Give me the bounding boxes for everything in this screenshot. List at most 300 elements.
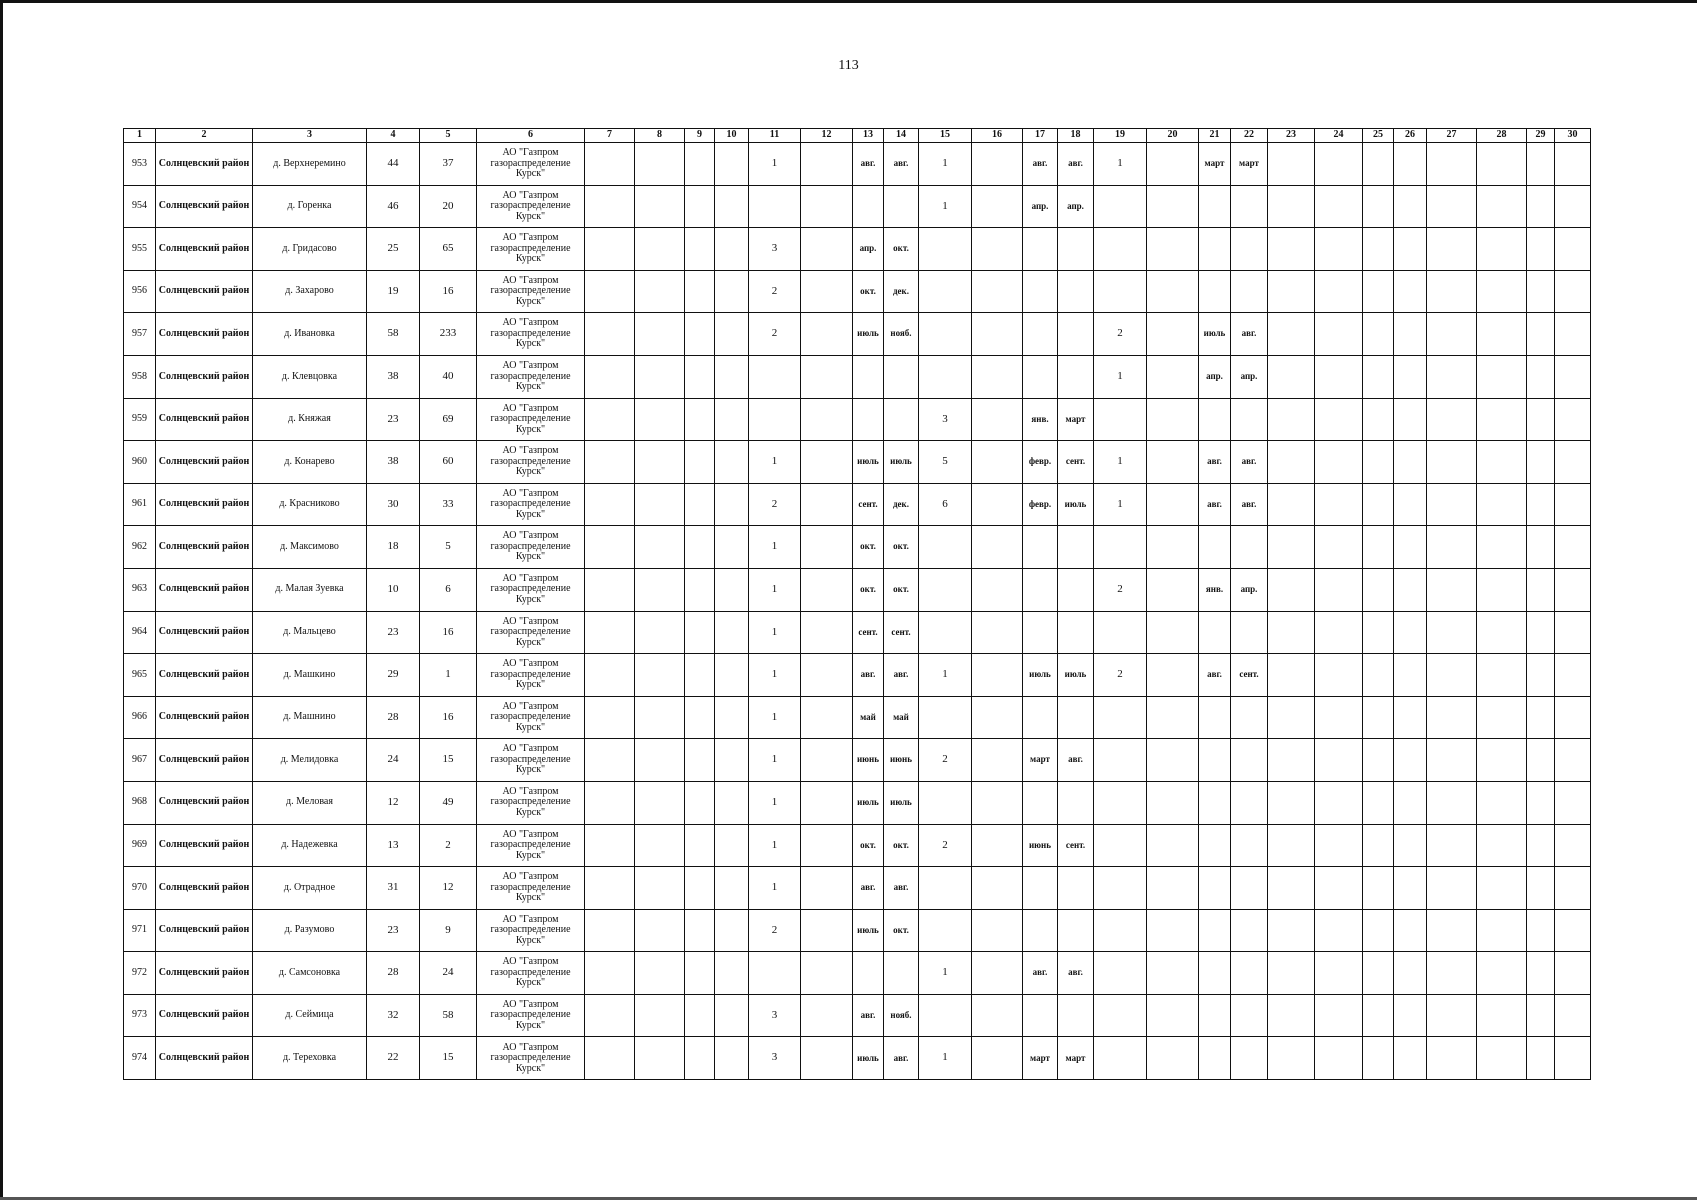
value-cell: 3	[919, 398, 972, 441]
value-cell	[1147, 143, 1199, 186]
value-cell	[715, 185, 749, 228]
value-cell	[635, 270, 685, 313]
organization-name: АО "Газпром газораспределение Курск"	[477, 1037, 585, 1080]
column-number: 1	[124, 129, 156, 143]
value-cell	[1147, 270, 1199, 313]
settlement-name: д. Верхнеремино	[253, 143, 367, 186]
value-col-5: 60	[420, 441, 477, 484]
value-cell	[1427, 143, 1477, 186]
column-number: 21	[1199, 129, 1231, 143]
value-cell	[1427, 441, 1477, 484]
value-cell	[635, 526, 685, 569]
value-cell	[1394, 398, 1427, 441]
value-cell	[635, 313, 685, 356]
value-cell	[1094, 611, 1147, 654]
value-cell	[1477, 867, 1527, 910]
value-cell: 1	[749, 568, 801, 611]
month-cell: авг.	[1199, 483, 1231, 526]
district-name: Солнцевский район	[156, 483, 253, 526]
organization-name: АО "Газпром газораспределение Курск"	[477, 270, 585, 313]
organization-name: АО "Газпром газораспределение Курск"	[477, 994, 585, 1037]
value-cell	[585, 143, 635, 186]
month-cell: авг.	[1231, 441, 1268, 484]
settlement-name: д. Конарево	[253, 441, 367, 484]
month-cell	[1058, 909, 1094, 952]
row-number: 963	[124, 568, 156, 611]
value-cell	[1147, 909, 1199, 952]
month-cell: июль	[1058, 654, 1094, 697]
value-cell	[749, 185, 801, 228]
value-cell	[919, 270, 972, 313]
month-cell	[853, 355, 884, 398]
month-cell: дек.	[884, 270, 919, 313]
value-cell: 2	[919, 824, 972, 867]
value-col-5: 20	[420, 185, 477, 228]
value-cell	[635, 909, 685, 952]
table-row	[124, 909, 1591, 952]
value-cell	[801, 568, 853, 611]
value-cell	[1394, 696, 1427, 739]
month-cell: нояб.	[884, 994, 919, 1037]
value-cell	[972, 1037, 1023, 1080]
table-row	[124, 398, 1591, 441]
value-col-5: 16	[420, 611, 477, 654]
value-cell	[1394, 994, 1427, 1037]
value-cell	[1527, 143, 1555, 186]
value-col-4: 28	[367, 952, 420, 995]
value-cell	[972, 952, 1023, 995]
month-cell	[1231, 824, 1268, 867]
value-cell	[1555, 696, 1591, 739]
month-cell	[1231, 952, 1268, 995]
value-cell	[635, 824, 685, 867]
value-cell	[1363, 270, 1394, 313]
value-cell	[1427, 1037, 1477, 1080]
value-cell	[801, 228, 853, 271]
value-cell	[1527, 355, 1555, 398]
column-number: 28	[1477, 129, 1527, 143]
value-cell	[1268, 270, 1315, 313]
value-cell	[715, 483, 749, 526]
month-cell: янв.	[1023, 398, 1058, 441]
value-cell	[972, 739, 1023, 782]
district-name: Солнцевский район	[156, 611, 253, 654]
month-cell	[1231, 696, 1268, 739]
value-cell	[1094, 824, 1147, 867]
value-cell	[1394, 441, 1427, 484]
table-row	[124, 313, 1591, 356]
row-number: 968	[124, 781, 156, 824]
district-name: Солнцевский район	[156, 185, 253, 228]
value-cell	[1555, 1037, 1591, 1080]
value-cell	[1315, 355, 1363, 398]
value-cell	[715, 824, 749, 867]
value-cell	[1315, 270, 1363, 313]
value-cell	[1527, 952, 1555, 995]
value-cell	[1427, 228, 1477, 271]
table-row	[124, 654, 1591, 697]
month-cell	[1199, 994, 1231, 1037]
value-cell	[919, 611, 972, 654]
value-cell	[1427, 483, 1477, 526]
value-cell	[635, 1037, 685, 1080]
month-cell: июль	[853, 781, 884, 824]
value-cell	[1527, 270, 1555, 313]
value-cell	[1527, 824, 1555, 867]
settlement-name: д. Гридасово	[253, 228, 367, 271]
month-cell	[1231, 1037, 1268, 1080]
organization-name: АО "Газпром газораспределение Курск"	[477, 313, 585, 356]
month-cell: авг.	[1231, 313, 1268, 356]
value-cell	[685, 867, 715, 910]
settlement-name: д. Мелидовка	[253, 739, 367, 782]
organization-name: АО "Газпром газораспределение Курск"	[477, 611, 585, 654]
value-cell	[1477, 313, 1527, 356]
value-cell	[1315, 185, 1363, 228]
value-cell: 1	[919, 185, 972, 228]
value-col-5: 6	[420, 568, 477, 611]
value-cell: 2	[1094, 568, 1147, 611]
value-cell	[919, 228, 972, 271]
value-cell	[715, 270, 749, 313]
value-cell	[1555, 568, 1591, 611]
settlement-name: д. Отрадное	[253, 867, 367, 910]
value-cell	[972, 654, 1023, 697]
value-cell	[585, 313, 635, 356]
month-cell	[1199, 781, 1231, 824]
value-col-5: 9	[420, 909, 477, 952]
organization-name: АО "Газпром газораспределение Курск"	[477, 228, 585, 271]
value-cell	[1555, 270, 1591, 313]
row-number: 962	[124, 526, 156, 569]
value-cell: 3	[749, 1037, 801, 1080]
month-cell: июль	[884, 441, 919, 484]
value-cell	[635, 611, 685, 654]
table-row	[124, 185, 1591, 228]
month-cell: сент.	[1058, 441, 1094, 484]
value-cell	[1555, 994, 1591, 1037]
table-row	[124, 355, 1591, 398]
settlement-name: д. Красниково	[253, 483, 367, 526]
value-cell	[972, 483, 1023, 526]
value-col-4: 38	[367, 441, 420, 484]
month-cell	[1023, 568, 1058, 611]
column-number: 12	[801, 129, 853, 143]
value-cell	[1094, 867, 1147, 910]
month-cell	[1199, 867, 1231, 910]
value-cell	[1394, 143, 1427, 186]
row-number: 969	[124, 824, 156, 867]
value-cell	[1427, 526, 1477, 569]
value-cell	[1363, 568, 1394, 611]
value-cell	[1268, 355, 1315, 398]
value-cell	[1527, 568, 1555, 611]
month-cell: апр.	[1231, 568, 1268, 611]
value-cell	[972, 568, 1023, 611]
value-cell	[585, 568, 635, 611]
value-cell	[635, 143, 685, 186]
month-cell	[1023, 270, 1058, 313]
table-row	[124, 526, 1591, 569]
month-cell: февр.	[1023, 441, 1058, 484]
settlement-name: д. Клевцовка	[253, 355, 367, 398]
month-cell: авг.	[884, 867, 919, 910]
settlement-name: д. Горенка	[253, 185, 367, 228]
month-cell	[1023, 909, 1058, 952]
month-cell	[1231, 270, 1268, 313]
month-cell: апр.	[1231, 355, 1268, 398]
value-cell	[685, 952, 715, 995]
month-cell	[1058, 994, 1094, 1037]
table-row	[124, 696, 1591, 739]
value-cell	[1315, 952, 1363, 995]
value-cell	[635, 568, 685, 611]
value-cell	[1268, 568, 1315, 611]
value-cell	[1363, 654, 1394, 697]
value-cell	[1268, 228, 1315, 271]
table-row	[124, 228, 1591, 271]
schedule-table	[123, 128, 1591, 1080]
value-cell	[1268, 909, 1315, 952]
value-cell	[1477, 952, 1527, 995]
value-cell	[1394, 568, 1427, 611]
value-cell: 2	[1094, 313, 1147, 356]
row-number: 953	[124, 143, 156, 186]
value-cell	[1147, 441, 1199, 484]
value-cell	[1427, 270, 1477, 313]
row-number: 957	[124, 313, 156, 356]
value-cell	[972, 994, 1023, 1037]
value-cell	[1427, 867, 1477, 910]
month-cell	[1023, 228, 1058, 271]
value-cell	[1555, 441, 1591, 484]
column-number: 16	[972, 129, 1023, 143]
value-cell	[1555, 355, 1591, 398]
organization-name: АО "Газпром газораспределение Курск"	[477, 355, 585, 398]
value-col-5: 37	[420, 143, 477, 186]
month-cell: июль	[853, 1037, 884, 1080]
month-cell	[1231, 909, 1268, 952]
month-cell	[1199, 398, 1231, 441]
value-cell	[1555, 952, 1591, 995]
row-number: 974	[124, 1037, 156, 1080]
month-cell	[1058, 568, 1094, 611]
value-cell: 1	[749, 654, 801, 697]
value-cell	[585, 654, 635, 697]
value-cell: 2	[749, 483, 801, 526]
value-cell	[919, 994, 972, 1037]
value-cell	[1268, 867, 1315, 910]
value-cell	[585, 611, 635, 654]
value-cell	[1094, 185, 1147, 228]
value-cell	[685, 270, 715, 313]
value-cell	[685, 441, 715, 484]
value-cell	[1363, 228, 1394, 271]
month-cell: апр.	[853, 228, 884, 271]
value-col-4: 31	[367, 867, 420, 910]
column-number: 19	[1094, 129, 1147, 143]
month-cell	[1058, 867, 1094, 910]
column-number: 13	[853, 129, 884, 143]
settlement-name: д. Надежевка	[253, 824, 367, 867]
value-cell	[1477, 781, 1527, 824]
month-cell	[884, 355, 919, 398]
month-cell	[1231, 526, 1268, 569]
value-cell	[685, 994, 715, 1037]
value-cell	[1147, 611, 1199, 654]
value-cell	[715, 994, 749, 1037]
column-number: 26	[1394, 129, 1427, 143]
table-row	[124, 483, 1591, 526]
value-cell	[1394, 185, 1427, 228]
value-col-4: 30	[367, 483, 420, 526]
month-cell: июль	[853, 909, 884, 952]
value-cell	[685, 483, 715, 526]
month-cell: сент.	[1058, 824, 1094, 867]
value-cell	[1315, 781, 1363, 824]
organization-name: АО "Газпром газораспределение Курск"	[477, 398, 585, 441]
value-cell	[1427, 824, 1477, 867]
value-col-5: 49	[420, 781, 477, 824]
value-col-5: 33	[420, 483, 477, 526]
value-cell: 1	[749, 611, 801, 654]
value-cell	[1094, 270, 1147, 313]
value-cell	[1363, 909, 1394, 952]
value-cell	[1477, 143, 1527, 186]
settlement-name: д. Мальцево	[253, 611, 367, 654]
district-name: Солнцевский район	[156, 526, 253, 569]
value-cell	[801, 909, 853, 952]
value-cell	[585, 483, 635, 526]
value-cell	[1315, 867, 1363, 910]
month-cell: окт.	[853, 824, 884, 867]
column-number: 15	[919, 129, 972, 143]
value-col-4: 22	[367, 1037, 420, 1080]
value-cell	[1315, 441, 1363, 484]
value-cell	[1315, 398, 1363, 441]
column-number: 25	[1363, 129, 1394, 143]
table-body	[124, 143, 1591, 1080]
value-cell	[1555, 824, 1591, 867]
value-cell	[715, 781, 749, 824]
value-cell	[1363, 867, 1394, 910]
organization-name: АО "Газпром газораспределение Курск"	[477, 568, 585, 611]
table-row	[124, 994, 1591, 1037]
value-col-5: 16	[420, 270, 477, 313]
settlement-name: д. Машкино	[253, 654, 367, 697]
value-cell	[715, 313, 749, 356]
column-number: 9	[685, 129, 715, 143]
value-cell	[1555, 654, 1591, 697]
value-col-4: 23	[367, 398, 420, 441]
value-col-5: 65	[420, 228, 477, 271]
value-cell	[685, 1037, 715, 1080]
value-cell	[585, 185, 635, 228]
value-cell	[1315, 313, 1363, 356]
value-cell: 1	[919, 654, 972, 697]
value-cell	[1477, 568, 1527, 611]
value-col-5: 2	[420, 824, 477, 867]
value-cell	[1527, 228, 1555, 271]
value-cell	[1477, 185, 1527, 228]
month-cell: май	[853, 696, 884, 739]
value-cell	[1363, 143, 1394, 186]
value-cell	[1427, 739, 1477, 782]
column-number: 17	[1023, 129, 1058, 143]
organization-name: АО "Газпром газораспределение Курск"	[477, 952, 585, 995]
value-cell	[635, 441, 685, 484]
value-cell	[685, 143, 715, 186]
value-cell: 1	[919, 1037, 972, 1080]
value-cell	[1527, 441, 1555, 484]
value-cell	[585, 739, 635, 782]
month-cell: окт.	[884, 228, 919, 271]
district-name: Солнцевский район	[156, 952, 253, 995]
month-cell	[884, 185, 919, 228]
month-cell	[1231, 867, 1268, 910]
value-cell	[1427, 696, 1477, 739]
value-cell	[1363, 824, 1394, 867]
value-cell	[1394, 228, 1427, 271]
table-row	[124, 739, 1591, 782]
value-cell	[1147, 654, 1199, 697]
month-cell	[1058, 228, 1094, 271]
value-cell	[1555, 398, 1591, 441]
month-cell: сент.	[884, 611, 919, 654]
value-col-4: 23	[367, 909, 420, 952]
column-number: 27	[1427, 129, 1477, 143]
value-cell	[1363, 1037, 1394, 1080]
month-cell	[1058, 355, 1094, 398]
column-number: 18	[1058, 129, 1094, 143]
month-cell: нояб.	[884, 313, 919, 356]
value-cell	[1147, 526, 1199, 569]
value-cell	[972, 824, 1023, 867]
value-cell	[972, 185, 1023, 228]
value-cell	[1094, 696, 1147, 739]
value-col-5: 69	[420, 398, 477, 441]
month-cell: авг.	[853, 867, 884, 910]
value-cell	[635, 483, 685, 526]
value-cell	[715, 696, 749, 739]
month-cell	[1199, 824, 1231, 867]
month-cell	[1199, 185, 1231, 228]
table-row	[124, 568, 1591, 611]
value-cell	[715, 398, 749, 441]
column-number-row	[124, 129, 1591, 143]
column-number: 24	[1315, 129, 1363, 143]
month-cell: авг.	[1058, 739, 1094, 782]
value-col-4: 13	[367, 824, 420, 867]
value-cell	[1268, 696, 1315, 739]
month-cell: апр.	[1023, 185, 1058, 228]
table-row	[124, 143, 1591, 186]
column-number: 3	[253, 129, 367, 143]
column-number: 23	[1268, 129, 1315, 143]
district-name: Солнцевский район	[156, 867, 253, 910]
value-cell	[635, 696, 685, 739]
value-cell	[1147, 313, 1199, 356]
value-col-5: 5	[420, 526, 477, 569]
month-cell: июль	[884, 781, 919, 824]
value-cell	[972, 696, 1023, 739]
month-cell	[1023, 313, 1058, 356]
month-cell	[1058, 696, 1094, 739]
value-cell	[585, 228, 635, 271]
month-cell: окт.	[884, 526, 919, 569]
month-cell	[853, 398, 884, 441]
value-cell	[1394, 526, 1427, 569]
